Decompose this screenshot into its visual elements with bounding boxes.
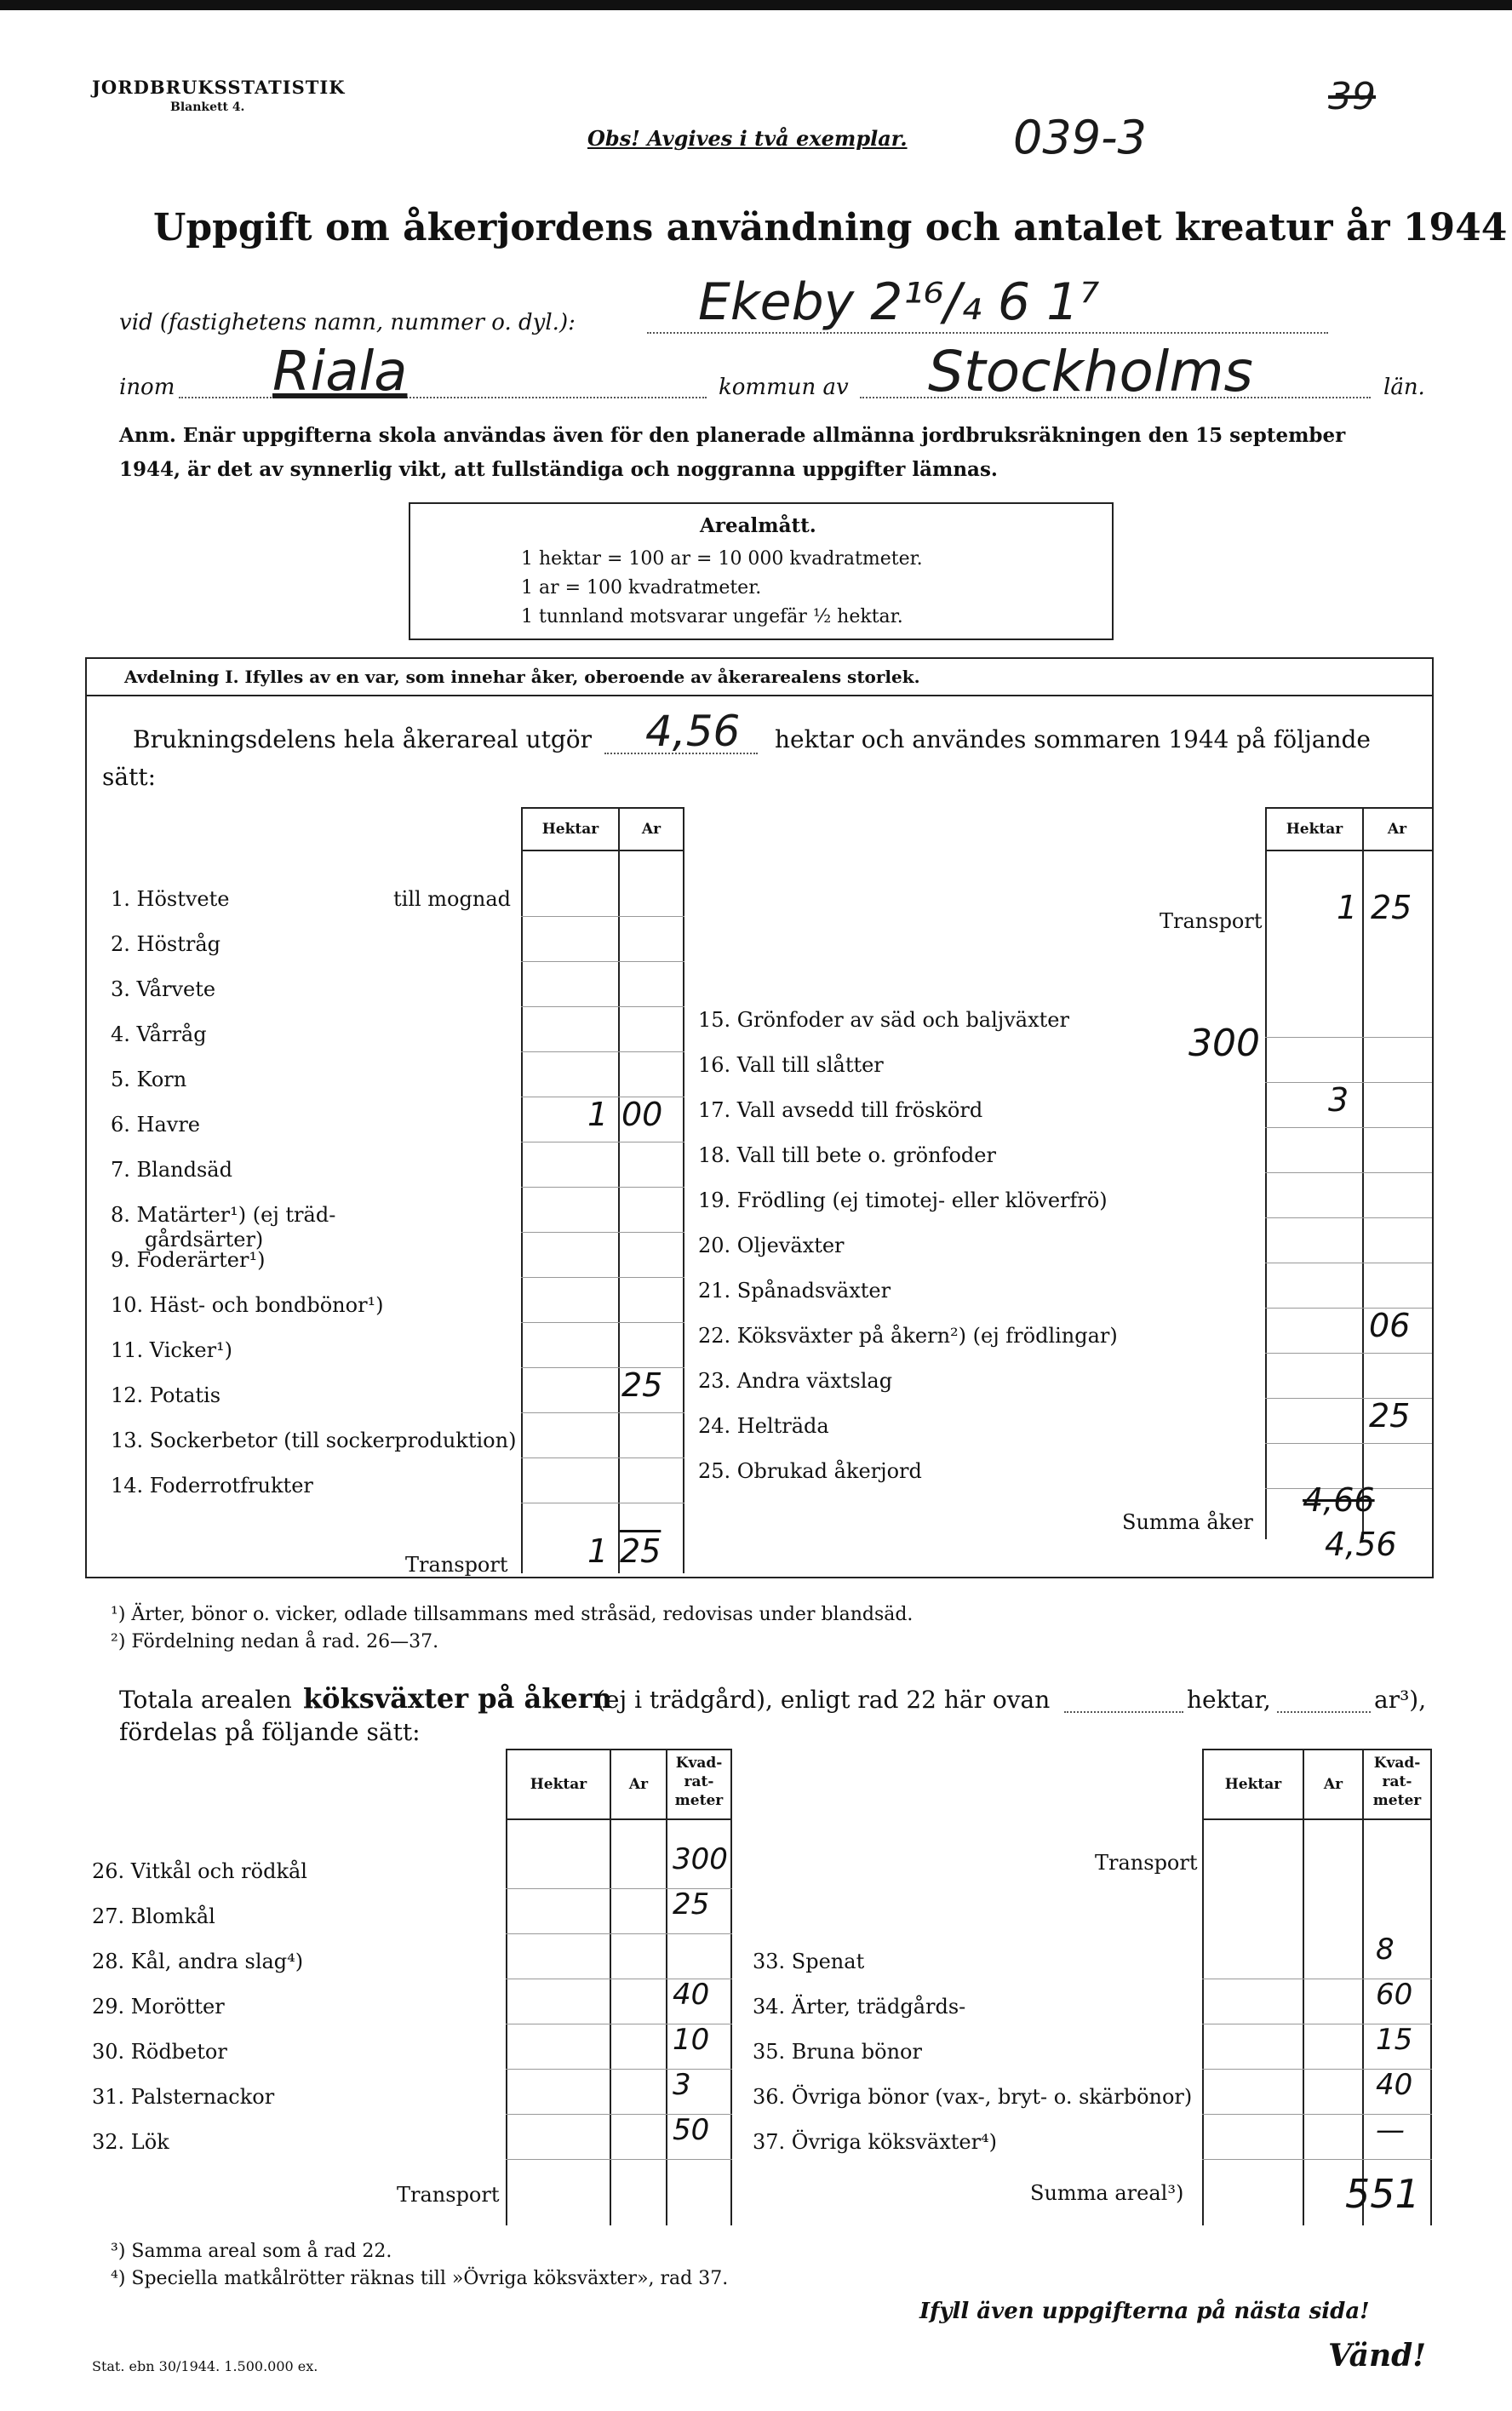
veg-row-kvm[interactable]: 50 (673, 2113, 710, 2147)
org-name: JORDBRUKSSTATISTIK (92, 77, 346, 98)
right-table-col2 (1362, 807, 1364, 1539)
crop-row-ar[interactable]: 00 (621, 1096, 663, 1133)
right-transport-label: Transport (1160, 909, 1263, 933)
crop-row-label: 4. Vårråg (111, 1022, 207, 1046)
s2-summa-label: Summa areal³) (1030, 2181, 1184, 2205)
section2-ar-line (1277, 1711, 1371, 1713)
s2-left-col1 (506, 1749, 507, 2225)
veg-row-label: 32. Lök (92, 2130, 169, 2154)
form-number: Blankett 4. (170, 100, 245, 114)
footnote-2: ²) Fördelning nedan å rad. 26—37. (111, 1631, 439, 1652)
crop-row-rule (1265, 1037, 1432, 1038)
crop-row-hektar[interactable]: 3 (1328, 1081, 1349, 1119)
veg-row-kvm[interactable]: 300 (673, 1842, 728, 1876)
veg-row-kvm[interactable]: 3 (673, 2068, 691, 2102)
row8-continuation: gårdsärter) (145, 1228, 264, 1251)
crop-row-label: 3. Vårvete (111, 977, 216, 1001)
left-transport-label: Transport (405, 1553, 508, 1577)
s2-left-col4 (730, 1749, 732, 2225)
section1-intro-value: 4,56 (645, 707, 741, 756)
page-title: Uppgift om åkerjordens användning och antalet kreatur år 1944 (153, 206, 1508, 249)
handwritten-code: 039-3 (1013, 111, 1147, 164)
crop-row-rule (521, 1412, 684, 1413)
section1-intro-b: hektar och användes sommaren 1944 på följande (775, 725, 1371, 753)
veg-row-kvm[interactable]: 25 (673, 1887, 710, 1921)
veg-row-label: 33. Spenat (753, 1950, 865, 1973)
crop-row-label: 10. Häst- och bondbönor¹) (111, 1293, 384, 1317)
veg-row-kvm[interactable]: 10 (673, 2023, 710, 2057)
crop-row-label: 8. Matärter¹) (ej träd- (111, 1203, 336, 1227)
footnote-4: ⁴) Speciella matkålrötter räknas till »Övriga köksväxter», rad 37. (111, 2268, 729, 2289)
crop-row-rule (1265, 1443, 1432, 1444)
crop-row-label: 18. Vall till bete o. grönfoder (698, 1143, 996, 1167)
crop-row-label: 21. Spånadsväxter (698, 1279, 891, 1303)
right-transport-hektar: 1 (1337, 889, 1358, 926)
crop-row-label: 17. Vall avsedd till fröskörd (698, 1098, 983, 1122)
left-table-col3 (683, 807, 684, 1573)
crop-row-label: 15. Grönfoder av säd och baljväxter (698, 1008, 1069, 1032)
section1-heading-rule (85, 695, 1432, 696)
left-table-col2 (618, 807, 620, 1573)
crop-row-label: 25. Obrukad åkerjord (698, 1459, 922, 1483)
fyll-note: Ifyll även uppgifterna på nästa sida! (919, 2299, 1370, 2324)
crop-row-label: 24. Helträda (698, 1414, 829, 1438)
crop-row-label: 19. Frödling (ej timotej- eller klöverfrö) (698, 1188, 1108, 1212)
crop-row-hektar[interactable]: 1 (587, 1096, 609, 1133)
crop-row-label: 13. Sockerbetor (till sockerproduktion) (111, 1429, 517, 1452)
crop-row-rule (521, 1322, 684, 1323)
crop-row-label: 6. Havre (111, 1113, 200, 1137)
right-table-top (1265, 807, 1432, 809)
crop-row-label: 11. Vicker¹) (111, 1338, 233, 1362)
footnote-3: ³) Samma areal som å rad 22. (111, 2241, 392, 2262)
right-col-hektar: Hektar (1286, 821, 1343, 838)
crop-row-label: 23. Andra växtslag (698, 1369, 893, 1393)
vid-label: vid (fastighetens namn, nummer o. dyl.): (119, 310, 576, 335)
veg-row-rule (506, 2159, 732, 2160)
s2-right-col1 (1202, 1749, 1204, 2225)
section2-intro-a: Totala arealen (119, 1686, 292, 1714)
crop-row-label: 9. Foderärter¹) (111, 1248, 266, 1272)
section2-intro-b: köksväxter på åkern (303, 1682, 612, 1715)
crop-row-ar[interactable]: 06 (1369, 1307, 1411, 1344)
crop-row-rule (1265, 1353, 1432, 1354)
crop-row-ar[interactable]: 25 (1369, 1397, 1411, 1435)
crop-row-label: 7. Blandsäd (111, 1158, 232, 1182)
vid-value: Ekeby 2¹⁶/₄ 6 1⁷ (698, 272, 1100, 332)
veg-row-label: 26. Vitkål och rödkål (92, 1859, 307, 1883)
crop-row-label: 14. Foderrotfrukter (111, 1474, 313, 1498)
s2-left-header-rule (506, 1818, 732, 1820)
s2-right-col3 (1362, 1749, 1364, 2225)
right-transport-ar: 25 (1371, 889, 1412, 926)
crop-row-label: 2. Höstråg (111, 932, 221, 956)
veg-row-label: 27. Blomkål (92, 1904, 215, 1928)
footnote-1: ¹) Ärter, bönor o. vicker, odlade tillsammans med stråsäd, redovisas under blandsäd. (111, 1604, 914, 1625)
s2-right-transport-label: Transport (1095, 1851, 1198, 1875)
veg-row-label: 31. Palsternackor (92, 2085, 275, 2109)
section1-intro-c: sätt: (102, 763, 156, 791)
section1-heading: Avdelning I. Ifylles av en var, som innehar åker, oberoende av åkerarealens storlek. (124, 667, 920, 687)
crop-row-rule (521, 961, 684, 962)
crop-row-label: 12. Potatis (111, 1383, 221, 1407)
veg-row-kvm[interactable]: 40 (673, 1978, 710, 2012)
crop-row-rule (521, 1142, 684, 1143)
s2-left-col-hektar: Hektar (530, 1776, 587, 1793)
veg-row-label: 35. Bruna bönor (753, 2040, 922, 2064)
left-transport-hektar: 1 (587, 1532, 609, 1570)
veg-row-label: 36. Övriga bönor (vax-, bryt- o. skärbönor) (753, 2085, 1193, 2109)
crop-row-rule (521, 916, 684, 917)
kommun-value: Stockholms (928, 339, 1253, 404)
s2-left-transport-label: Transport (397, 2183, 500, 2207)
section2-intro-d: hektar, (1187, 1686, 1271, 1714)
inom-line (179, 397, 707, 398)
print-info: Stat. ebn 30/1944. 1.500.000 ex. (92, 2358, 318, 2374)
section2-intro-c: (ej i trädgård), enligt rad 22 här ovan (596, 1686, 1051, 1714)
veg-row-rule (506, 2069, 732, 2070)
crop-row-label: 16. Vall till slåtter (698, 1053, 884, 1077)
veg-row-label: 34. Ärter, trädgårds- (753, 1995, 966, 2019)
crop-row-rule (521, 1232, 684, 1233)
obs-note: Obs! Avgives i två exemplar. (587, 126, 908, 151)
crop-row-ar[interactable]: 25 (621, 1366, 663, 1404)
veg-row-label: 28. Kål, andra slag⁴) (92, 1950, 304, 1973)
s2-left-col-ar: Ar (628, 1776, 649, 1793)
veg-row-rule (506, 1933, 732, 1934)
vid-line (647, 332, 1328, 334)
veg-row-label: 37. Övriga köksväxter⁴) (753, 2130, 998, 2154)
top-border (0, 0, 1512, 10)
summa-aker-struck: 4,66 (1303, 1481, 1375, 1519)
veg-row-label: 29. Morötter (92, 1995, 225, 2019)
handwritten-corner: 39 (1328, 75, 1376, 118)
crop-row-rule (521, 1187, 684, 1188)
left-table-header-rule (521, 850, 684, 851)
arealmatt-row3: 1 tunnland motsvarar ungefär ½ hektar. (521, 606, 903, 627)
s2-left-col2 (610, 1749, 611, 2225)
left-table-top (521, 807, 684, 809)
section1-intro-a: Brukningsdelens hela åkerareal utgör (133, 725, 593, 753)
s2-left-col-kvm: Kvad-rat-meter (674, 1755, 724, 1809)
right-col-ar: Ar (1387, 821, 1407, 838)
crop-row-rule (1265, 1217, 1432, 1218)
left-col-hektar: Hektar (541, 821, 599, 838)
s2-left-col3 (666, 1749, 667, 2225)
s2-right-col-kvm: Kvad-rat-meter (1372, 1755, 1422, 1809)
crop-row-rule (521, 1457, 684, 1458)
crop-row-rule (521, 1006, 684, 1007)
summa-aker-label: Summa åker (1122, 1510, 1253, 1534)
crop-row-rule (1265, 1127, 1432, 1128)
veg-row-kvm[interactable]: 15 (1376, 2023, 1413, 2057)
left-col-ar: Ar (641, 821, 662, 838)
crop-row-rule (521, 1051, 684, 1052)
veg-row-kvm[interactable]: 8 (1376, 1933, 1395, 1967)
veg-row-kvm[interactable]: — (1376, 2113, 1405, 2147)
crop-row-label: 5. Korn (111, 1068, 187, 1091)
veg-row-kvm[interactable]: 40 (1376, 2068, 1413, 2102)
handwritten-300: 300 (1188, 1022, 1260, 1065)
arealmatt-title: Arealmått. (700, 514, 816, 537)
anm-line1: Anm. Enär uppgifterna skola användas även för den planerade allmänna jordbruksräkningen den 15 september (119, 424, 1346, 447)
right-table-header-rule (1265, 850, 1432, 851)
inom-label: inom (119, 375, 175, 400)
left-transport-ar: 25 (620, 1532, 662, 1570)
s2-right-col2 (1303, 1749, 1304, 2225)
left-table-col1 (521, 807, 523, 1573)
inom-value: Riala (272, 341, 408, 404)
section2-intro-f: fördelas på följande sätt: (119, 1718, 421, 1746)
s2-right-col-hektar: Hektar (1224, 1776, 1282, 1793)
crop-row-label: 20. Oljeväxter (698, 1234, 845, 1257)
s2-left-top (506, 1749, 732, 1750)
arealmatt-box (409, 502, 1114, 640)
lan-label: län. (1383, 375, 1425, 400)
summa-aker-value: 4,56 (1325, 1526, 1397, 1563)
crop-row-rule (521, 1277, 684, 1278)
mognad-label: till mognad (393, 887, 511, 911)
section2-hektar-line (1064, 1711, 1183, 1713)
vand-note: Vänd! (1328, 2338, 1427, 2374)
veg-row-kvm[interactable]: 60 (1376, 1978, 1413, 2012)
anm-line2: 1944, är det av synnerlig vikt, att fullständiga och noggranna uppgifter lämnas. (119, 458, 998, 481)
s2-right-col-ar: Ar (1323, 1776, 1343, 1793)
right-table-col1 (1265, 807, 1267, 1539)
section2-intro-e: ar³), (1374, 1686, 1427, 1714)
crop-row-label: 1. Höstvete (111, 887, 230, 911)
crop-row-label: 22. Köksväxter på åkern²) (ej frödlingar) (698, 1324, 1118, 1348)
s2-right-top (1202, 1749, 1432, 1750)
s2-summa-value: 551 (1345, 2171, 1420, 2217)
crop-row-rule (1265, 1172, 1432, 1173)
arealmatt-row1: 1 hektar = 100 ar = 10 000 kvadratmeter. (521, 548, 923, 570)
s2-right-header-rule (1202, 1818, 1432, 1820)
veg-row-rule (1202, 2159, 1432, 2160)
kommun-label: kommun av (719, 375, 849, 400)
s2-right-col4 (1430, 1749, 1432, 2225)
arealmatt-row2: 1 ar = 100 kvadratmeter. (521, 577, 762, 598)
veg-row-label: 30. Rödbetor (92, 2040, 227, 2064)
